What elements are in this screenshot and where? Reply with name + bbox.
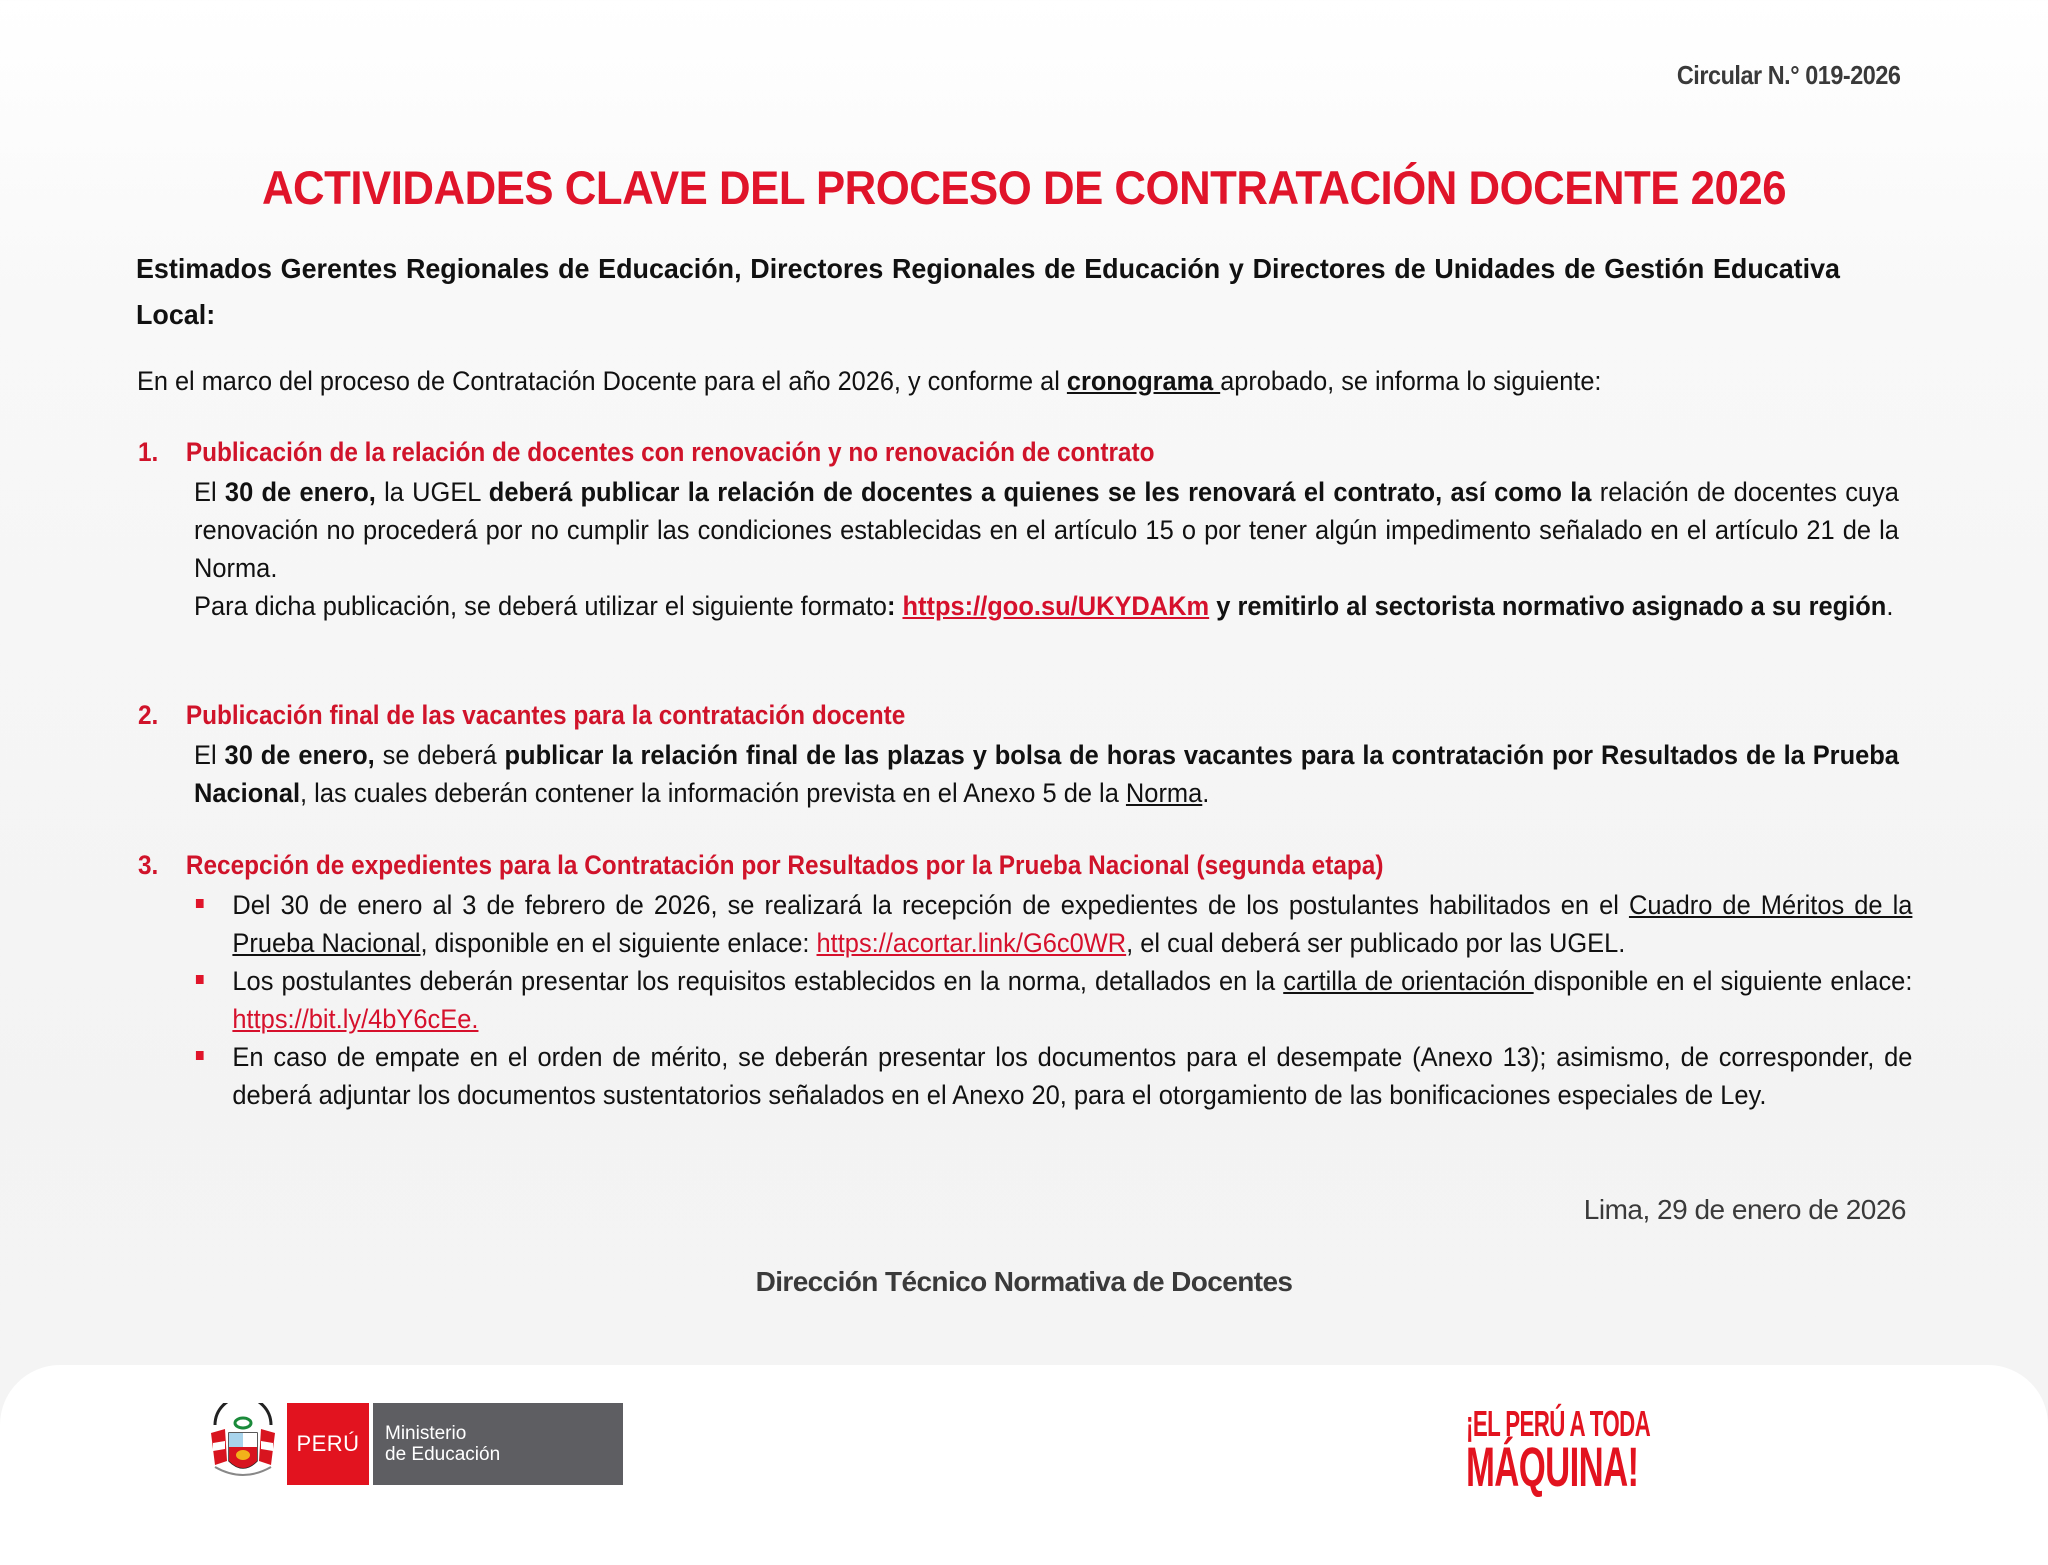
text: En caso de empate en el orden de mérito, se deberán presentar los documentos para el desempate (Anexo 13); asimismo, de corresponder, de deberá adjuntar los documentos sustentatorios señalados en el Anexo 20, para el otorgamiento de las bonificaciones especiales de Ley. — [232, 1042, 1913, 1110]
section-2-paragraph-1 — [194, 736, 1899, 812]
bold-text: publicar la relación final de las plazas y bolsa de horas vacantes para la contratación por Resultados de la Prueba Nacional — [194, 740, 1899, 808]
date-emphasis: 30 de enero, — [224, 740, 375, 770]
signature-office: Dirección Técnico Normativa de Docentes — [755, 1266, 1293, 1297]
intro-paragraph — [137, 362, 1837, 400]
text: , el cual deberá ser publicado por las UGEL. — [1126, 928, 1626, 958]
section-1-number: 1. — [138, 437, 159, 467]
text: . — [1202, 778, 1210, 808]
section-2-heading — [138, 700, 905, 731]
cartilla-de-orientacion-link[interactable]: cartilla de orientación — [1283, 966, 1534, 996]
cronograma-link[interactable]: cronograma — [1066, 366, 1221, 396]
circular-number: Circular N.° 019-2026 — [1676, 60, 1900, 90]
section-1-body — [194, 473, 1899, 625]
text: , las cuales deberán contener la información prevista en el Anexo 5 de la — [300, 778, 1126, 808]
text: relación de docentes cuya renovación no procederá por no cumplir las condiciones establecidas en el artículo 15 o por tener algún impedimento señalado en el artículo 21 de la Norma. — [194, 477, 1899, 583]
text: se deberá — [374, 740, 505, 770]
text: la UGEL — [375, 477, 489, 507]
square-bullet-icon — [196, 899, 204, 908]
section-1-paragraph-1 — [194, 473, 1899, 587]
section-2-body — [194, 736, 1899, 812]
acortar-link[interactable]: https://acortar.link/G6c0WR — [816, 928, 1127, 958]
text: Para dicha publicación, se deberá utilizar el siguiente formato — [194, 591, 887, 621]
greeting: Estimados Gerentes Regionales de Educación, Directores Regionales de Educación y Directores de Unidades de Gestión Educativa Local: — [136, 253, 1840, 330]
document-title: ACTIVIDADES CLAVE DEL PROCESO DE CONTRATACIÓN DOCENTE 2026 — [261, 161, 1787, 214]
square-bullet-icon — [196, 975, 204, 984]
list-item — [194, 1038, 1912, 1114]
list-item — [194, 886, 1912, 962]
text: Del 30 de enero al 3 de febrero de 2026, se realizará la recepción de expedientes de los postulantes habilitados en el — [232, 890, 1629, 920]
section-1-heading — [138, 437, 1155, 468]
text: . — [1886, 591, 1894, 621]
section-1-paragraph-2 — [194, 587, 1899, 625]
section-3-title: Recepción de expedientes para la Contratación por Resultados por la Prueba Nacional (segunda etapa) — [185, 850, 1384, 880]
date-emphasis: 30 de enero, — [224, 477, 376, 507]
cuadro-de-meritos-link[interactable]: Cuadro de Méritos de la Prueba Nacional — [232, 890, 1913, 958]
section-1-title: Publicación de la relación de docentes con renovación y no renovación de contrato — [185, 437, 1155, 467]
text: , disponible en el siguiente enlace: — [420, 928, 817, 958]
slogan-line-2: MÁQUINA! — [1466, 1435, 1639, 1498]
ministry-line-1: Ministerio — [385, 1423, 467, 1444]
ministry-line-2: de Educación — [385, 1444, 501, 1465]
ministry-label — [373, 1403, 623, 1485]
bold-text: deberá publicar la relación de docentes a quienes se les renovará el contrato, así como la — [488, 477, 1592, 507]
text: El — [194, 740, 225, 770]
square-bullet-icon — [196, 1051, 204, 1060]
norma-link[interactable]: Norma — [1125, 778, 1203, 808]
peru-label: PERÚ — [287, 1403, 369, 1485]
minedu-logo — [205, 1403, 623, 1485]
intro-text-before: En el marco del proceso de Contratación Docente para el año 2026, y conforme al — [137, 366, 1067, 396]
document-date: Lima, 29 de enero de 2026 — [1583, 1194, 1906, 1225]
bold-text: : — [886, 591, 903, 621]
section-2-title: Publicación final de las vacantes para la contratación docente — [185, 700, 906, 730]
section-3-number: 3. — [138, 850, 159, 880]
section-3-bullet-list — [194, 886, 1912, 1114]
text: disponible en el siguiente enlace: — [1533, 966, 1913, 996]
slogan-logo — [1466, 1403, 1666, 1498]
section-3-heading — [138, 850, 1383, 881]
slogan-line-1: ¡EL PERÚ A TODA — [1466, 1403, 1651, 1444]
intro-text-after: aprobado, se informa lo siguiente: — [1220, 366, 1602, 396]
bold-text: y remitirlo al sectorista normativo asignado a su región — [1209, 591, 1887, 621]
format-link[interactable]: https://goo.su/UKYDAKm — [902, 591, 1210, 621]
section-2-number: 2. — [138, 700, 159, 730]
coat-of-arms-icon — [205, 1403, 281, 1485]
text: El — [194, 477, 225, 507]
bitly-link[interactable]: https://bit.ly/4bY6cEe. — [232, 1004, 479, 1034]
text: Los postulantes deberán presentar los requisitos establecidos en la norma, detallados en la — [232, 966, 1284, 996]
list-item — [194, 962, 1912, 1038]
